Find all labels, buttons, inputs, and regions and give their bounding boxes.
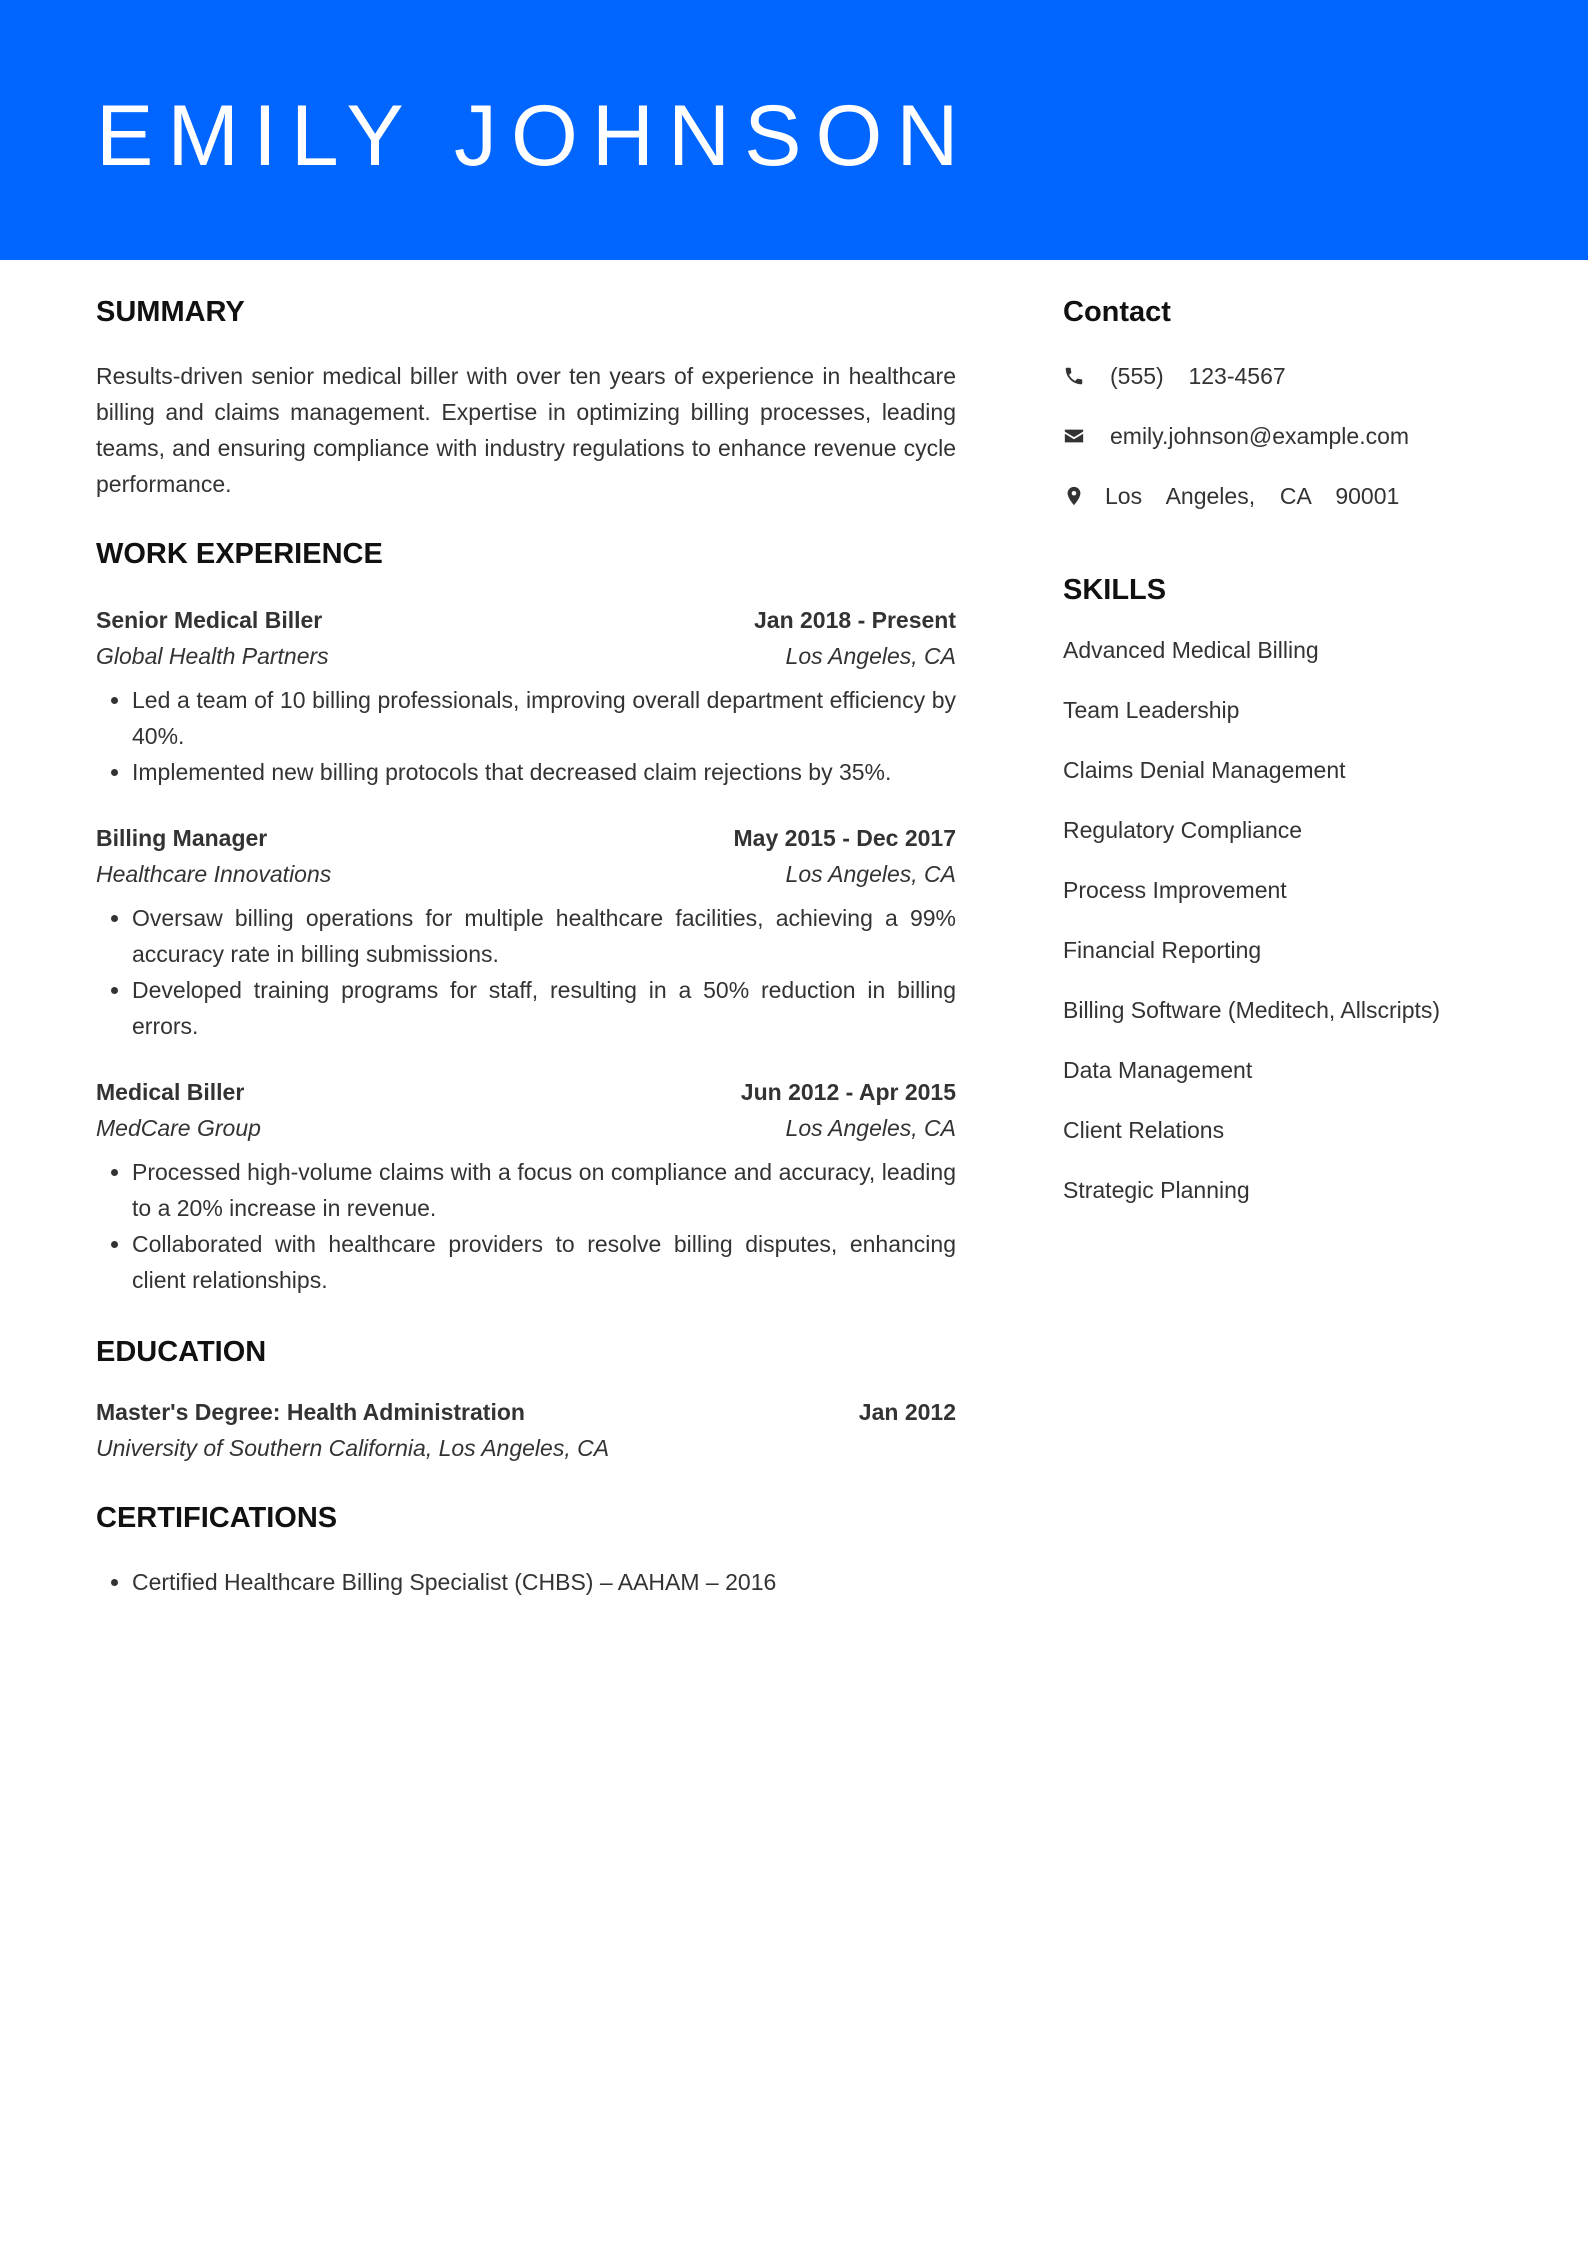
job-company: Global Health Partners [96, 643, 329, 669]
job-bullets [96, 1154, 956, 1298]
job-bullet: • Oversaw billing operations for multiple healthcare facilities, achieving a 99% accuracy rate in billing submissions. [132, 900, 956, 972]
envelope-icon [1063, 425, 1085, 447]
skill-item: Process Improvement [1063, 877, 1287, 903]
job-bullets [96, 900, 956, 1044]
skill-item: Claims Denial Management [1063, 757, 1346, 783]
job-bullets [96, 682, 956, 790]
summary-title: SUMMARY [96, 296, 245, 328]
skills-title: SKILLS [1063, 574, 1167, 606]
location-text: Los Angeles, CA 90001 [1105, 483, 1400, 509]
skill-item: Advanced Medical Billing [1063, 637, 1319, 663]
contact-section [1063, 292, 1523, 514]
skills-list [1063, 632, 1523, 1208]
contact-location [1063, 478, 1523, 514]
skill-item: Regulatory Compliance [1063, 817, 1303, 843]
contact-email [1063, 418, 1523, 454]
skills-section [1063, 570, 1523, 1208]
job-bullet: • Processed high-volume claims with a focus on compliance and accuracy, leading to a 20% increase in revenue. [132, 1154, 956, 1226]
skill-item: Financial Reporting [1063, 937, 1262, 963]
summary-text: Results-driven senior medical biller with over ten years of experience in healthcare billing and claims management. Expertise in optimizing billing processes, leading teams, and ensuring compliance with industry regulations to enhance revenue cycle performance. [96, 363, 956, 497]
job-bullet: • Collaborated with healthcare providers to resolve billing disputes, enhancing client relationships. [132, 1226, 956, 1298]
job-bullet: • Implemented new billing protocols that decreased claim rejections by 35%. [132, 754, 956, 790]
email-address[interactable]: emily.johnson@example.com [1110, 423, 1410, 449]
phone-number[interactable]: (555) 123-4567 [1110, 363, 1286, 389]
job-location: Los Angeles, CA [785, 643, 956, 669]
certification-list [96, 1564, 956, 1600]
job-location: Los Angeles, CA [785, 1115, 956, 1141]
job-bullet: • Led a team of 10 billing professionals, improving overall department efficiency by 40%. [132, 682, 956, 754]
skill-item: Billing Software (Meditech, Allscripts) [1063, 997, 1441, 1023]
education-section [96, 1332, 956, 1466]
skill-item: Team Leadership [1063, 697, 1240, 723]
contact-title: Contact [1063, 296, 1171, 328]
skill-item: Data Management [1063, 1057, 1253, 1083]
certifications-section [96, 1498, 956, 1600]
school: University of Southern California, Los Angeles, CA [96, 1435, 610, 1461]
experience-title: WORK EXPERIENCE [96, 538, 383, 570]
degree: Master's Degree: Health Administration [96, 1399, 525, 1425]
job-title: Medical Biller [96, 1079, 245, 1105]
job-location: Los Angeles, CA [785, 861, 956, 887]
job-company: Healthcare Innovations [96, 861, 332, 887]
experience-section [96, 534, 956, 1298]
job-entry [96, 602, 956, 790]
job-entry [96, 1074, 956, 1298]
header-banner [0, 0, 1588, 260]
candidate-name: EMILY JOHNSON [96, 88, 973, 184]
job-entry [96, 820, 956, 1044]
main-column [96, 260, 956, 1600]
job-title: Senior Medical Biller [96, 607, 323, 633]
job-dates: Jan 2018 - Present [753, 607, 956, 633]
job-title: Billing Manager [96, 825, 268, 851]
certifications-title: CERTIFICATIONS [96, 1502, 338, 1534]
education-date: Jan 2012 [858, 1399, 956, 1425]
sidebar-column [1063, 260, 1523, 1232]
job-bullet: • Developed training programs for staff, resulting in a 50% reduction in billing errors. [132, 972, 956, 1044]
skill-item: Client Relations [1063, 1117, 1225, 1143]
job-dates: May 2015 - Dec 2017 [733, 825, 956, 851]
job-company: MedCare Group [96, 1115, 261, 1141]
job-dates: Jun 2012 - Apr 2015 [740, 1079, 956, 1105]
contact-phone [1063, 358, 1523, 394]
education-title: EDUCATION [96, 1336, 267, 1368]
phone-icon [1063, 365, 1085, 387]
certification-item: • Certified Healthcare Billing Specialist (CHBS) – AAHAM – 2016 [132, 1564, 956, 1600]
map-pin-icon [1063, 485, 1085, 507]
skill-item: Strategic Planning [1063, 1177, 1250, 1203]
summary-section [96, 292, 956, 502]
